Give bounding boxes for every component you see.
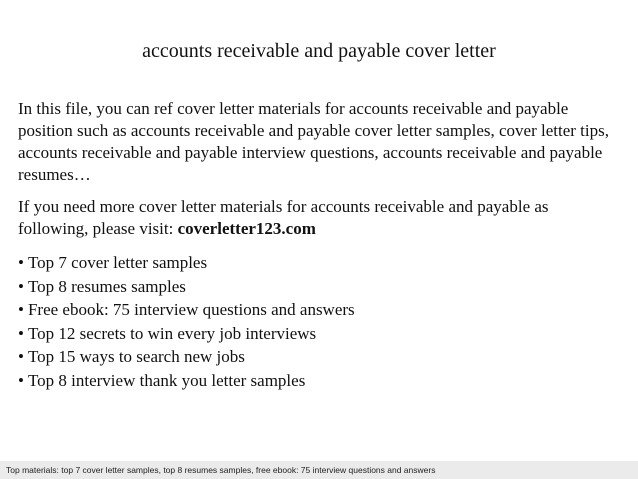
list-item-label: Top 7 cover letter samples (27, 253, 208, 272)
list-item-label: Top 8 resumes samples (27, 276, 186, 296)
list-item (18, 369, 618, 393)
bullet-icon: • (18, 347, 24, 366)
list-item (18, 322, 618, 346)
list-item (18, 345, 618, 369)
list-item-label: Top 15 ways to search new jobs (27, 347, 245, 366)
list-item (18, 298, 618, 322)
page-title: accounts receivable and payable cover letter (142, 40, 496, 62)
slide-content (18, 98, 618, 392)
bullet-icon: • (18, 323, 24, 343)
list-item (18, 275, 618, 299)
materials-list (18, 251, 618, 392)
list-item-label: Top 12 secrets to win every job interviews (27, 323, 317, 343)
intro-paragraph: In this file, you can ref cover letter materials for accounts receivable and payable position such as accounts receivable and payable cover letter samples, cover letter tips, accounts receivable and payable interview questions, accounts receivable and payable resumes… (18, 99, 609, 184)
list-item (18, 251, 618, 275)
site-link[interactable]: coverletter123.com (177, 219, 316, 238)
footer-bar: Top materials: top 7 cover letter samples, top 8 resumes samples, free ebook: 75 interview questions and answers (0, 461, 638, 479)
bullet-icon: • (18, 370, 24, 390)
bullet-icon: • (18, 300, 24, 319)
bullet-icon: • (18, 253, 24, 272)
list-item-label: Top 8 interview thank you letter samples (27, 370, 306, 390)
visit-paragraph (18, 196, 618, 240)
list-item-label: Free ebook: 75 interview questions and answers (27, 300, 355, 319)
visit-text: If you need more cover letter materials for accounts receivable and payable as following, please visit: (18, 197, 549, 238)
bullet-icon: • (18, 276, 24, 296)
